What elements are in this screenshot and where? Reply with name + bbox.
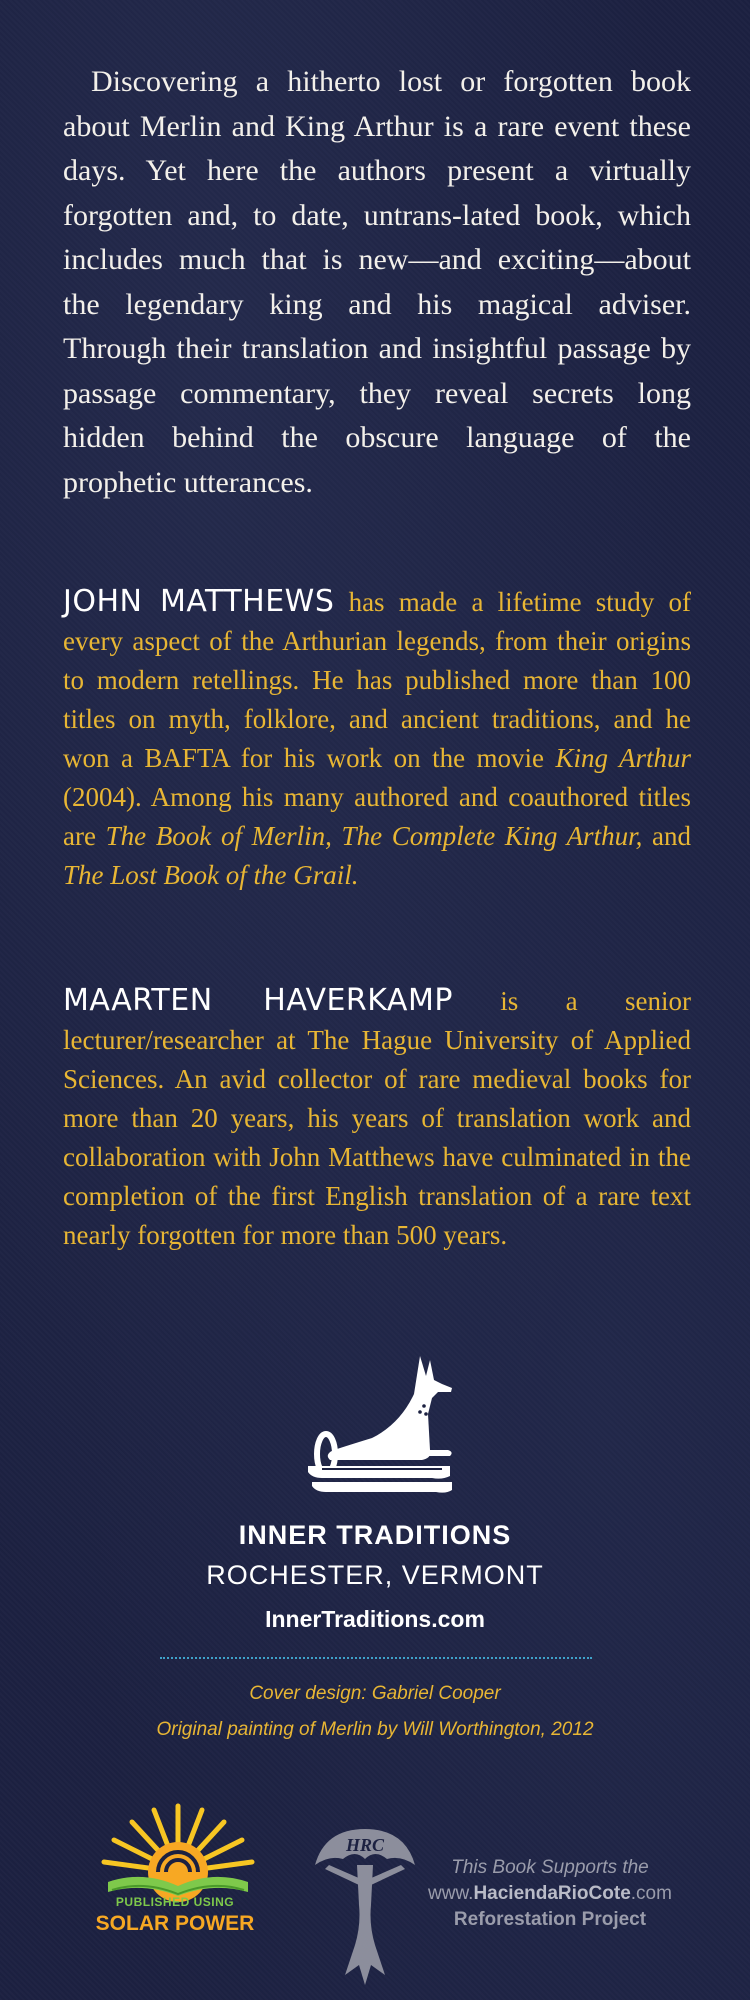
painting-credit: Original painting of Merlin by Will Worthington, 2012 <box>156 1719 594 1740</box>
reforestation-text <box>420 1855 680 1933</box>
author-name: JOHN MATTHEWS <box>63 584 335 619</box>
support-line2[interactable]: www.HaciendaRioCote.com <box>428 1883 672 1904</box>
anubis-logo-icon <box>302 1354 457 1499</box>
publisher-location: ROCHESTER, VERMONT <box>206 1560 544 1590</box>
hrc-tree-logo-icon <box>305 1825 425 1990</box>
solar-badge-line1: PUBLISHED USING <box>115 1895 235 1909</box>
support-line1: This Book Supports the <box>451 1857 649 1878</box>
cover-design-credit: Cover design: Gabriel Cooper <box>249 1683 501 1704</box>
publisher-name: INNER TRADITIONS <box>238 1520 512 1550</box>
hrc-logo-text: HRC <box>345 1835 385 1855</box>
support-line3: Reforestation Project <box>453 1909 647 1930</box>
author-bio-maarten-haverkamp: MAARTEN HAVERKAMP is a senior lecturer/researcher at The Hague University of Applied Sciences. An avid collector of rare medieval books for more than 20 years, his years of translation work and collaboration with John Matthews have culminated in the completion of the first English translation of a rare text nearly forgotten for more than 500 years. <box>63 983 692 1250</box>
dotted-divider <box>160 1657 592 1659</box>
publisher-url[interactable]: InnerTraditions.com <box>265 1606 485 1632</box>
author-bio-john-matthews: JOHN MATTHEWS has made a lifetime study of every aspect of the Arthurian legends, from their origins to modern retellings. He has published more than 100 titles on myth, folklore, and ancient traditions, and he won a BAFTA for his work on the movie King Arthur (2004). Among his many authored and coauthored titles are The Book of Merlin, The Complete King Arthur, and The Lost Book of the Grail. <box>63 584 692 890</box>
book-description: Discovering a hitherto lost or forgotten book about Merlin and King Arthur is a rare event these days. Yet here the authors present a virtually forgotten and, to date, untrans-lated book, which includes much that is new—and exciting—about the legendary king and his magical adviser. Through their translation and insightful passage by passage commentary, they reveal secrets long hidden behind the obscure language of the prophetic utterances. <box>63 65 691 499</box>
solar-badge-line2: SOLAR POWER <box>95 1912 255 1935</box>
author-name: MAARTEN HAVERKAMP <box>63 983 453 1018</box>
